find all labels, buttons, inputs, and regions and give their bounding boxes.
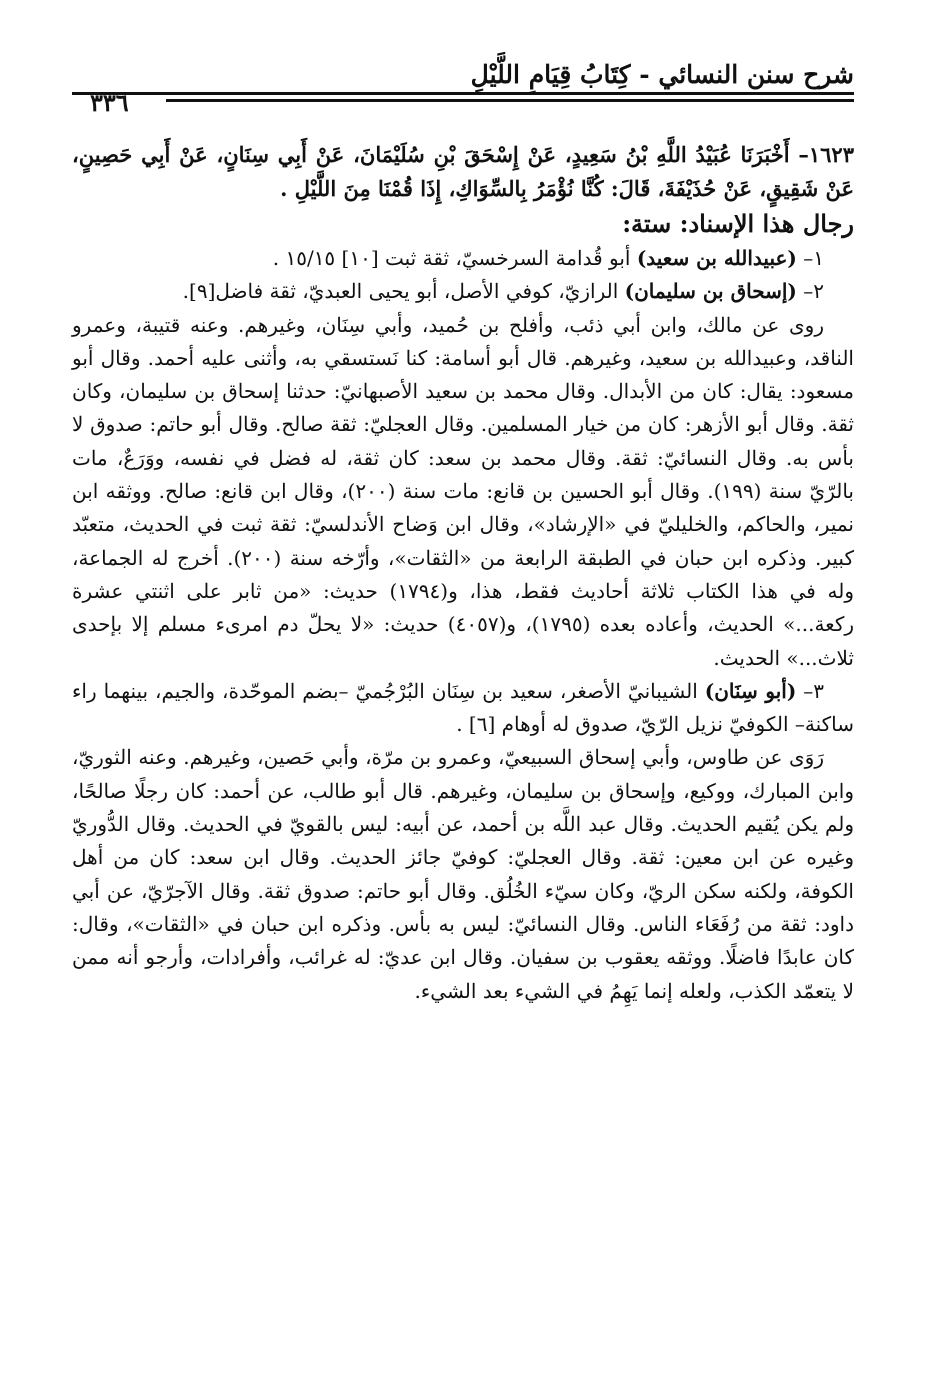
hadith-text: ١٦٢٣– أَخْبَرَنَا عُبَيْدُ اللَّهِ بْنُ سَعِيدٍ، عَنْ إِسْحَقَ بْنِ سُلَيْمَانَ، عَنْ أَبِي سِنَانٍ، عَنْ أَبِي حَصِينٍ، عَنْ شَقِيقٍ، عَنْ حُذَيْفَةَ، قَالَ: كُنَّا نُؤْمَرُ بِالسِّوَاكِ، إِذَا قُمْنَا مِنَ اللَّيْلِ . [72,142,854,201]
narrator-biography-2: روى عن مالك، وابن أبي ذئب، وأفلح بن حُميد، وأبي سِنَان، وغيرهم. وعنه قتيبة، وعمرو الناقد، وعبيدالله بن سعيد، وغيرهم. قال أبو أسامة: كنا نَستسقي به، وأثنى عليه أحمد. وقال أبو مسعود: يقال: كان من الأبدال. وقال محمد بن سعيد الأصبهانيّ: حدثنا إسحاق بن سليمان، وكان ثقة. وقال أبو الأزهر: كان من خيار المسلمين. وقال العجليّ: ثقة صالح. وقال أبو حاتم: صدوق لا بأس به. وقال النسائيّ: ثقة. وقال محمد بن سعد: كان ثقة، له فضل في نفسه، ووَرَعٌ، مات بالرّيّ سنة (١٩٩). وقال أبو الحسين بن قانع: مات سنة (٢٠٠)، وقال ابن قانع: صالح. ووثقه ابن نمير، والحاكم، والخليليّ في «الإرشاد»، وقال ابن وَضاح الأندلسيّ: ثقة ثبت في الحديث، متعبّد كبير. وذكره ابن حبان في الطبقة الرابعة من «الثقات»، وأرّخه سنة (٢٠٠). أخرج له الجماعة، وله في هذا الكتاب ثلاثة أحاديث فقط، هذا، و(١٧٩٤) حديث: «من ثابر على اثنتي عشرة ركعة...» الحديث، وأعاده بعده (١٧٩٥)، و(٤٠٥٧) حديث: «لا يحلّ دم امرىء مسلم إلا بإحدى ثلاث...» الحديث. [72,312,855,670]
page-header [72,58,854,117]
header-rule-secondary [166,99,854,102]
narrator-number: ٢– [803,279,824,304]
narrator-entry-2 [72,275,854,308]
narrator-description: الرازيّ، كوفي الأصل، أبو يحيى العبديّ، ثقة فاضل[٩]. [182,279,619,304]
narrator-number: ٣– [803,678,824,703]
page-body [72,138,854,1008]
header-rule [72,92,854,95]
book-page [72,58,855,1003]
narrator-entry-3 [72,675,854,742]
narrator-biography-3: رَوَى عن طاوس، وأبي إسحاق السبيعيّ، وعمرو بن مرّة، وأبي حَصين، وغيرهم. وعنه الثوريّ، وابن المبارك، ووكيع، وإسحاق بن سليمان، وغيرهم. قال أبو طالب، عن أحمد: كان رجلًا صالحًا، ولم يكن يُقيم الحديث. وقال عبد اللَّه بن أحمد، عن أبيه: ليس بالقويّ في الحديث. وقال الدُّوريّ وغيره عن ابن معين: ثقة. وقال العجليّ: كوفيّ جائز الحديث. وقال ابن سعد: كان من أهل الكوفة، ولكنه سكن الريّ، وكان سيّء الخُلُق. وقال أبو حاتم: صدوق ثقة. وقال الآجرّيّ، عن أبي داود: ثقة من رُفَعَاء الناس. وقال النسائيّ: ليس به بأس. وذكره ابن حبان في «الثقات»، وقال: كان عابدًا فاضلًا. ووثقه يعقوب بن سفيان. وقال ابن عديّ: له غرائب، وأفرادات، وأرجو أنه ممن لا يتعمّد الكذب، ولعله إنما يَهِمُ في الشيء بعد الشيء. [72,745,854,1003]
page-number: ٣٣٦ [90,88,129,117]
narrator-entry-1 [72,242,854,275]
running-title: شرح سنن النسائي - كِتَابُ قِيَامِ اللَّيْلِ [470,60,854,89]
narrator-description: الشيبانيّ الأصغر، سعيد بن سِنَان البُرْجُميّ –بضم الموحّدة، والجيم، بينهما راء ساكنة– الكوفيّ نزيل الرّيّ، صدوق له أوهام [٦] . [72,678,854,737]
narrator-description: أبو قُدامة السرخسيّ، ثقة ثبت [١٠] ١٥/١٥ . [272,246,631,270]
narrator-number: ١– [803,246,824,270]
narrators-heading: رجال هذا الإسناد: ستة: [622,209,854,238]
narrator-name: (عبيدالله بن سعيد) [636,246,797,270]
narrator-name: (إسحاق بن سليمان) [624,279,797,304]
narrator-name: (أبو سِنَان) [704,678,797,703]
